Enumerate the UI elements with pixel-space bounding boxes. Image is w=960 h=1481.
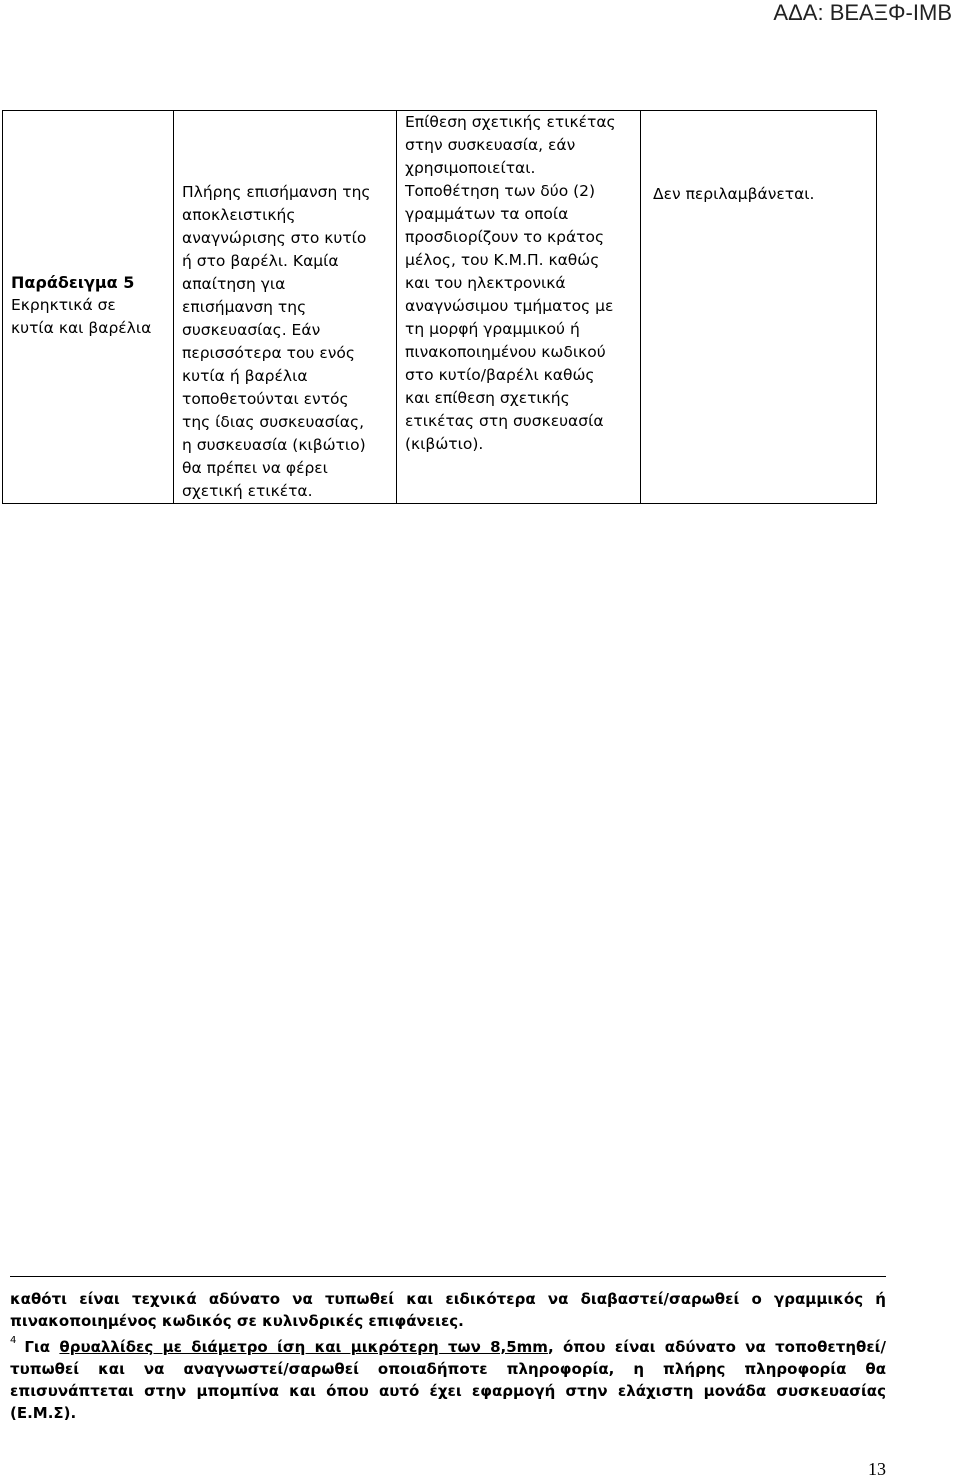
label-line: χρησιμοποιείται.	[405, 159, 536, 177]
marking-cell	[174, 111, 397, 504]
placement-line: στο κυτίο/βαρέλι καθώς	[405, 366, 595, 384]
footnote-underlined-text: θρυαλλίδες με διάμετρο ίση και μικρότερη των 8,5mm	[59, 1338, 548, 1356]
table-row	[3, 111, 877, 504]
marking-line: επισήμανση της	[182, 298, 307, 316]
placement-line: τη μορφή γραμμικού ή	[405, 320, 580, 338]
placement-line: αναγνώσιμου τμήματος με	[405, 297, 614, 315]
footnote-4	[10, 1330, 886, 1424]
footnote-separator	[10, 1276, 886, 1277]
placement-line: και επίθεση σχετικής	[405, 389, 570, 407]
footnote-number: 4	[10, 1335, 17, 1346]
not-included-cell	[641, 111, 877, 504]
example-subtitle-line: Εκρηκτικά σε	[11, 295, 116, 314]
marking-line: σχετική ετικέτα.	[182, 482, 313, 500]
marking-line: ή στο βαρέλι. Καμία	[182, 252, 339, 270]
footnote-continued: καθότι είναι τεχνικά αδύνατο να τυπωθεί και ειδικότερα να διαβαστεί/σαρωθεί ο γραμμικός ή πινακοποιημένος κωδικός σε κυλινδρικές επιφάνειες.	[10, 1290, 886, 1330]
page-number: 13	[868, 1459, 886, 1479]
marking-line: της ίδιας συσκευασίας,	[182, 413, 365, 431]
example-cell	[3, 111, 174, 504]
placement-line: Τοποθέτηση των δύο (2)	[405, 182, 596, 200]
not-included-text: Δεν περιλαμβάνεται.	[653, 185, 815, 203]
placement-line: ετικέτας στη συσκευασία	[405, 412, 604, 430]
marking-line: τοποθετούνται εντός	[182, 390, 349, 408]
placement-line: και του ηλεκτρονικά	[405, 274, 566, 292]
marking-line: απαίτηση για	[182, 275, 286, 293]
label-line: στην συσκευασία, εάν	[405, 136, 576, 154]
label-line: Επίθεση σχετικής ετικέτας	[405, 113, 616, 131]
marking-line: η συσκευασία (κιβώτιο)	[182, 436, 366, 454]
placement-line: πινακοποιημένου κωδικού	[405, 343, 606, 361]
placement-line: προσδιορίζουν το κράτος	[405, 228, 605, 246]
placement-line: (κιβώτιο).	[405, 435, 484, 453]
footnote-prefix: Για	[24, 1338, 60, 1356]
marking-line: αποκλειστικής	[182, 206, 296, 224]
example-title: Παράδειγμα 5	[11, 272, 135, 292]
marking-line: περισσότερα του ενός	[182, 344, 355, 362]
marking-line: θα πρέπει να φέρει	[182, 459, 328, 477]
footnote-text: , όπου είναι αδύνατο να τοποθετηθεί/ τυπωθεί και να αναγνωστεί/σαρωθεί οποιαδήποτε πληροφορία, η πλήρης πληροφορία θα επισυνάπτεται στην μπομπίνα και όπου αυτό έχει εφαρμογή στην ελάχιστη μονάδα συσκευασίας (Ε.Μ.Σ).	[10, 1338, 886, 1422]
marking-line: Πλήρης επισήμανση της	[182, 183, 371, 201]
packaging-table	[2, 110, 877, 504]
marking-line: αναγνώρισης στο κυτίο	[182, 229, 367, 247]
example-subtitle-line: κυτία και βαρέλια	[11, 318, 152, 337]
placement-line: γραμμάτων τα οποία	[405, 205, 569, 223]
placement-line: μέλος, του Κ.Μ.Π. καθώς	[405, 251, 600, 269]
marking-line: κυτία ή βαρέλια	[182, 367, 308, 385]
marking-line: συσκευασίας. Εάν	[182, 321, 321, 339]
label-placement-cell	[397, 111, 641, 504]
ada-code: ΑΔΑ: ΒΕΑΞΦ-ΙΜΒ	[773, 0, 952, 25]
